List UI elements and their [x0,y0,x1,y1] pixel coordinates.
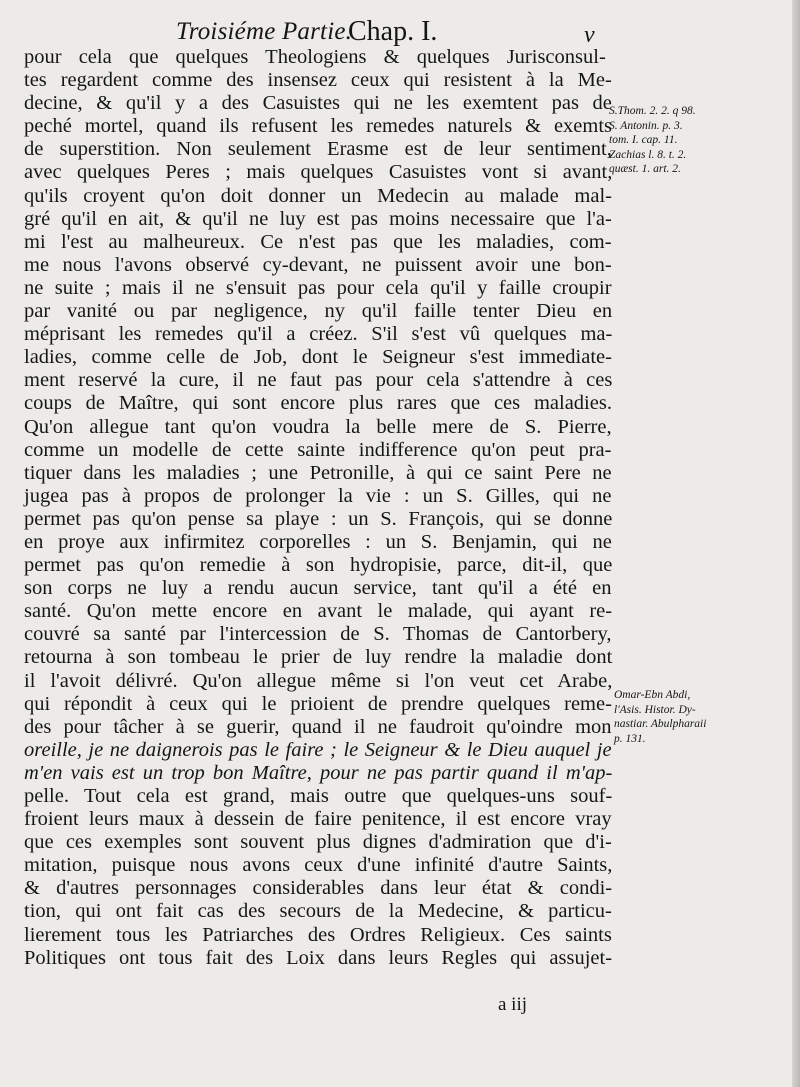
text-line: mitation, puisque nous avons ceux d'une infinité d'autre Saints, [24,854,613,877]
margin-note-line: nastiar. Abulpharaii [614,718,707,730]
margin-note-line: quæst. 1. art. 2. [609,163,681,175]
text-line: tion, qui ont fait cas des secours de la Medecine, & particu- [24,900,612,923]
text-line: ladies, comme celle de Job, dont le Seigneur s'est immediate- [24,346,612,369]
text-line: son corps ne luy a rendu aucun service, tant qu'il a été en [24,577,612,600]
text-line: lierement tous les Patriarches des Ordres Religieux. Ces saints [24,923,612,946]
text-line: couvré sa santé par l'intercession de S. Thomas de Cantorbery, [24,623,612,646]
text-line: Qu'on allegue tant qu'on voudra la belle mere de S. Pierre, [24,415,612,438]
margin-note-line: Omar-Ebn Abdi, [614,689,691,701]
margin-note-line: S.Thom. 2. 2. q 98. [609,105,696,117]
quoted-line: oreille, je ne daignerois pas le faire ; le Seigneur & le Dieu auquel je [24,738,612,761]
text-line: pelle. Tout cela est grand, mais outre que quelques-uns souf- [24,785,613,807]
chapter-heading: Chap. I. [348,16,438,47]
quoted-line: m'en vais est un trop bon Maître, pour ne pas partir quand il m'ap- [24,761,613,784]
text-line: par vanité ou par negligence, ny qu'il faille tenter Dieu en [24,300,613,323]
part-title: Troisiéme Partie. [176,18,353,45]
signature-mark: a iij [498,994,528,1015]
text-line: que ces exemples sont souvent plus dignes d'admiration que d'i- [24,831,612,854]
text-line: coups de Maître, qui sont encore plus rares que ces maladies. [24,392,612,415]
text-line: de superstition. Non seulement Erasme est de leur sentiment, [24,138,612,161]
text-line: pour cela que quelques Theologiens & quelques Jurisconsul- [24,46,606,68]
text-line: retourna à son tombeau le prier de luy rendre la maladie dont [24,646,613,669]
margin-note-line: tom. I. cap. 11. [609,134,678,146]
text-line: comme un modelle de cette sainte indifference qu'on peut pra- [24,438,612,461]
margin-note-line: S. Antonin. p. 3. [609,119,683,132]
text-line: & d'autres personnages considerables dans leur état & condi- [24,877,613,900]
text-line: permet pas qu'on remedie à son hydropisie, parce, dit-il, que [24,554,613,577]
text-line: ment reservé la cure, il ne faut pas pour cela s'attendre à ces [24,369,613,392]
text-line: qui répondit à ceux qui le prioient de prendre quelques reme- [24,692,612,715]
text-line: il l'avoit délivré. Qu'on allegue même si l'on veut cet Arabe, [24,669,613,692]
margin-note-line: p. 131. [614,732,646,745]
body-text [24,46,614,970]
text-line: peché mortel, quand ils refusent les remedes naturels & exemts [24,115,613,138]
text-line: me nous l'avons observé cy-devant, ne puissent avoir une bon- [24,253,612,276]
text-line: gré qu'il en ait, & qu'il ne luy est pas moins necessaire que l'a- [24,207,612,230]
text-line: decine, & qu'il y a des Casuistes qui ne les exemtent pas de [24,92,612,115]
text-line: ne suite ; mais il ne s'ensuit pas pour cela qu'il y faille croupir [24,276,612,299]
page-edge-shadow [792,0,800,1087]
text-line: permet pas qu'on pense sa playe : un S. François, qui se donne [24,507,613,530]
text-line: santé. Qu'on mette encore en avant le malade, qui ayant re- [24,600,613,623]
margin-note-line: Zachias l. 8. t. 2. [609,148,687,161]
folio-number: v [584,22,595,48]
text-line: froient leurs maux à dessein de faire penitence, il est encore vray [24,808,612,831]
text-line: mi l'est au malheureux. Ce n'est pas que les maladies, com- [24,230,612,253]
text-line: jugea pas à propos de prolonger la vie : un S. Gilles, qui ne [24,484,612,507]
text-line: Politiques ont tous fait des Loix dans leurs Regles qui assujet- [24,946,613,969]
text-line: des pour tâcher à se guerir, quand il ne faudroit qu'oindre mon [24,715,612,738]
margin-note-line: l'Asis. Histor. Dy- [614,703,696,716]
text-line: méprisant les remedes qu'il a créez. S'il s'est vû quelques ma- [24,323,613,346]
text-line: qu'ils croyent qu'on doit donner un Medecin au malade mal- [24,184,612,207]
margin-note-references [609,104,696,177]
margin-note-omar [614,688,706,746]
text-line: avec quelques Peres ; mais quelques Casuistes vont si avant, [24,161,613,184]
text-line: en proye aux infirmitez corporelles : un S. Benjamin, qui ne [24,530,612,553]
text-line: tiquer dans les maladies ; une Petronille, à qui ce saint Pere ne [24,461,612,484]
text-line: tes regardent comme des insensez ceux qui resistent à la Me- [24,69,612,92]
